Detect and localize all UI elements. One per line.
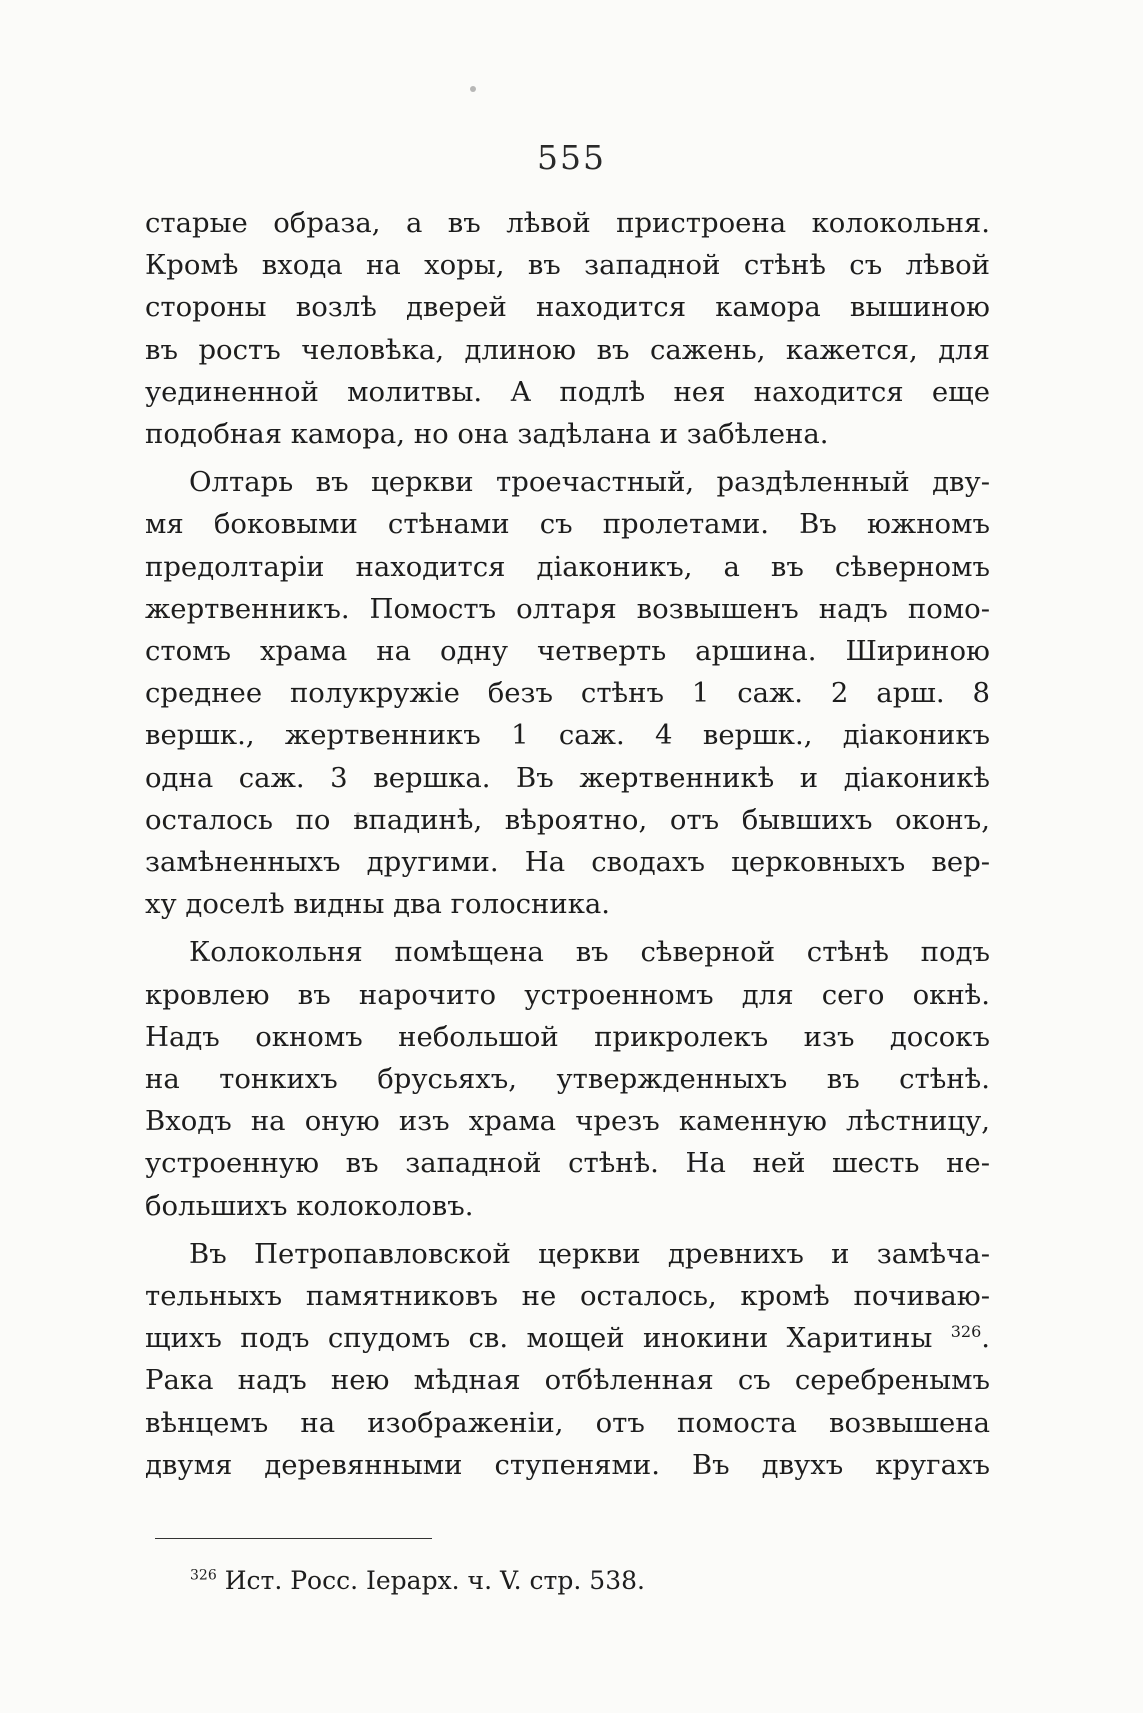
footnote-reference-suffix: . (981, 1322, 990, 1355)
text-line: осталось по впадинѣ, вѣроятно, отъ бывшихъ оконъ, (145, 803, 990, 836)
text-line: одна саж. 3 вершка. Въ жертвенникѣ и діаконикѣ (145, 761, 990, 794)
text-line: въ ростъ человѣка, длиною въ сажень, кажется, для (145, 333, 990, 366)
text-line: Олтарь въ церкви троечастный, раздѣленный дву- (189, 466, 990, 499)
text-line: кровлею въ нарочито устроенномъ для сего окнѣ. (145, 978, 990, 1011)
footnote-marker: 326 (190, 1567, 217, 1584)
text-line: Входъ на оную изъ храма чрезъ каменную лѣстницу, (145, 1105, 990, 1138)
body-text (145, 202, 990, 1492)
paragraph-4 (145, 1233, 990, 1486)
footnote-divider (155, 1538, 432, 1539)
text-line: Въ Петропавловской церкви древнихъ и замѣча- (189, 1237, 990, 1270)
text-line: двумя деревянными ступенями. Въ двухъ кругахъ (145, 1448, 990, 1481)
text-line: вершк., жертвенникъ 1 саж. 4 вершк., діаконикъ (145, 719, 990, 752)
text-line: стороны возлѣ дверей находится камора вышиною (145, 291, 990, 324)
text-line: подобная камора, но она задѣлана и забѣлена. (145, 418, 829, 451)
text-line: среднее полукружіе безъ стѣнъ 1 саж. 2 арш. 8 (145, 677, 990, 710)
text-line: Надъ окномъ небольшой прикролекъ изъ досокъ (145, 1020, 990, 1053)
text-line: устроенную въ западной стѣнѣ. На ней шесть не- (145, 1147, 990, 1180)
text-line-with-footnote-ref (145, 1317, 990, 1359)
text-line: ху доселѣ видны два голосника. (145, 888, 611, 921)
footnote (190, 1565, 645, 1597)
text-line: мя боковыми стѣнами съ пролетами. Въ южномъ (145, 508, 990, 541)
footnote-text: Ист. Росс. Іерарх. ч. V. стр. 538. (224, 1566, 645, 1595)
text-line: Рака надъ нею мѣдная отбѣленная съ серебренымъ (145, 1364, 990, 1397)
text-line: на тонкихъ брусьяхъ, утвержденныхъ въ стѣнѣ. (145, 1063, 990, 1096)
text-line: замѣненныхъ другими. На сводахъ церковныхъ вер- (145, 846, 990, 879)
text-line: уединенной молитвы. А подлѣ нея находится еще (145, 375, 990, 408)
text-line: большихъ колоколовъ. (145, 1189, 474, 1222)
footnote-reference: 326 (950, 1322, 982, 1342)
text-line: Колокольня помѣщена въ сѣверной стѣнѣ подъ (189, 936, 990, 969)
text-line: старые образа, а въ лѣвой пристроена колокольня. (145, 207, 990, 239)
paragraph-3 (145, 931, 990, 1226)
text-line-part: щихъ подъ спудомъ св. мощей инокини Харитины (145, 1322, 933, 1355)
paragraph-2 (145, 461, 990, 925)
paragraph-1 (145, 202, 990, 455)
text-line: Кромѣ входа на хоры, въ западной стѣнѣ съ лѣвой (145, 249, 990, 282)
page-number: 555 (537, 138, 606, 177)
text-line: тельныхъ памятниковъ не осталось, кромѣ почиваю- (145, 1280, 990, 1313)
text-line: предолтаріи находится діаконикъ, а въ сѣверномъ (145, 550, 990, 583)
text-line: жертвенникъ. Помостъ олтаря возвышенъ надъ помо- (145, 592, 990, 625)
paper-speck (470, 86, 476, 92)
text-line: стомъ храма на одну четверть аршина. Шириною (145, 635, 990, 668)
text-line: вѣнцемъ на изображеніи, отъ помоста возвышена (145, 1406, 990, 1439)
